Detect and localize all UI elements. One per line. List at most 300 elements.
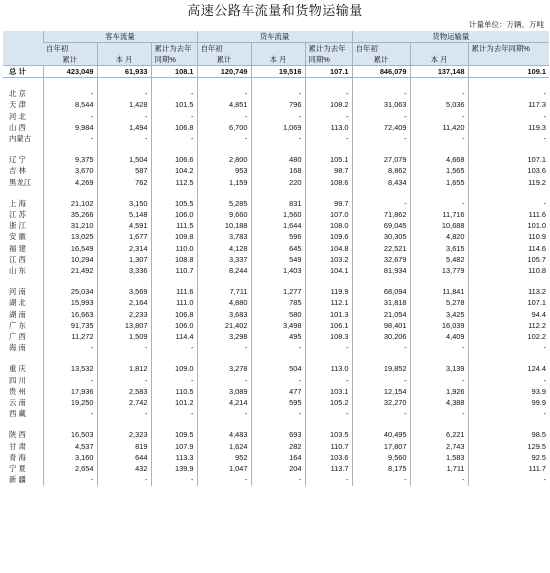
spacer-cell	[197, 78, 251, 89]
table-cell: 103.2	[305, 254, 352, 265]
table-cell: 110.7	[305, 441, 352, 452]
table-cell: 5,036	[410, 99, 468, 110]
region-label: 新 疆	[9, 475, 26, 485]
table-row	[3, 88, 549, 99]
total-cell: 120,749	[197, 66, 251, 78]
table-cell: 204	[251, 463, 305, 474]
table-cell: 645	[251, 243, 305, 254]
table-cell: 71,862	[352, 209, 410, 220]
table-cell: 105.7	[468, 254, 549, 265]
table-cell: -	[468, 111, 549, 122]
table-cell: 1,644	[251, 220, 305, 231]
table-cell: -	[197, 133, 251, 144]
ytd-header-top: 自年初	[197, 43, 251, 55]
table-cell: 104.1	[305, 265, 352, 276]
table-cell: 110.8	[468, 265, 549, 276]
table-cell: 3,498	[251, 320, 305, 331]
region-label: 重 庆	[9, 364, 26, 374]
table-cell: 68,094	[352, 286, 410, 297]
table-row	[3, 452, 549, 463]
total-cell: 61,933	[97, 66, 151, 78]
table-cell: -	[305, 133, 352, 144]
total-cell: 109.1	[468, 66, 549, 78]
spacer-cell	[410, 276, 468, 286]
table-row	[3, 231, 549, 242]
table-cell: 2,314	[97, 243, 151, 254]
spacer-cell	[352, 78, 410, 89]
region-label: 天 津	[9, 100, 26, 110]
table-cell: 16,663	[43, 309, 97, 320]
table-cell: 2,742	[97, 397, 151, 408]
table-cell: 107.9	[151, 441, 197, 452]
spacer-cell	[197, 188, 251, 198]
table-cell: 111.5	[151, 220, 197, 231]
table-cell: 106.0	[151, 209, 197, 220]
table-cell: -	[305, 408, 352, 419]
yoy-header: 累计为去年同期%	[468, 43, 549, 66]
spacer-cell	[197, 353, 251, 363]
table-cell: 101.3	[305, 309, 352, 320]
table-cell: 21,492	[43, 265, 97, 276]
table-cell: -	[97, 111, 151, 122]
table-cell: 282	[251, 441, 305, 452]
table-cell: -	[197, 408, 251, 419]
table-cell: 8,434	[352, 177, 410, 188]
table-cell: 4,668	[410, 154, 468, 165]
region-label: 广 西	[9, 332, 26, 342]
table-cell: 31,210	[43, 220, 97, 231]
ytd-header-top: 自年初	[43, 43, 97, 55]
region-label: 河 北	[9, 111, 26, 121]
table-cell: 119.9	[305, 286, 352, 297]
table-cell: -	[468, 133, 549, 144]
table-cell: 22,521	[352, 243, 410, 254]
table-cell: 2,743	[410, 441, 468, 452]
table-cell: -	[43, 474, 97, 485]
table-cell: 110.9	[468, 231, 549, 242]
table-cell: -	[43, 408, 97, 419]
spacer-cell	[151, 144, 197, 154]
spacer-cell	[3, 276, 43, 286]
table-cell: 119.2	[468, 177, 549, 188]
table-cell: -	[43, 88, 97, 99]
table-cell: 105.2	[305, 397, 352, 408]
table-cell: 27,079	[352, 154, 410, 165]
table-cell: 92.5	[468, 452, 549, 463]
table-cell: -	[352, 375, 410, 386]
month-header: 本 月	[97, 54, 151, 66]
table-cell: 113.2	[468, 286, 549, 297]
region-label: 西 藏	[9, 409, 26, 419]
table-cell: 101.2	[151, 397, 197, 408]
spacer-cell	[97, 78, 151, 89]
table-cell: 9,560	[352, 452, 410, 463]
table-cell: 17,936	[43, 386, 97, 397]
table-cell: 108.6	[305, 177, 352, 188]
spacer-cell	[352, 353, 410, 363]
spacer-cell	[305, 78, 352, 89]
table-cell: 796	[251, 99, 305, 110]
table-cell: 1,047	[197, 463, 251, 474]
spacer-cell	[3, 353, 43, 363]
table-cell: -	[197, 342, 251, 353]
table-cell: 110.5	[151, 386, 197, 397]
table-cell: 94.4	[468, 309, 549, 320]
table-cell: 3,683	[197, 309, 251, 320]
table-cell: 103.1	[305, 386, 352, 397]
table-cell: 15,993	[43, 297, 97, 308]
region-label: 云 南	[9, 398, 26, 408]
table-cell: 113.0	[305, 122, 352, 133]
group-spacer	[3, 419, 549, 429]
table-cell: -	[410, 88, 468, 99]
table-cell: 1,494	[97, 122, 151, 133]
table-cell: -	[410, 133, 468, 144]
table-cell: 101.5	[151, 99, 197, 110]
table-cell: 112.5	[151, 177, 197, 188]
table-cell: -	[97, 375, 151, 386]
region-label: 辽 宁	[9, 155, 26, 165]
table-cell: 106.8	[151, 309, 197, 320]
truck-header: 货车流量	[197, 31, 352, 43]
spacer-cell	[3, 188, 43, 198]
table-cell: 164	[251, 452, 305, 463]
group-spacer	[3, 276, 549, 286]
freight-header: 货物运输量	[352, 31, 549, 43]
spacer-cell	[151, 353, 197, 363]
table-cell: 762	[97, 177, 151, 188]
table-cell: 4,214	[197, 397, 251, 408]
spacer-cell	[305, 144, 352, 154]
month-header: 本 月	[410, 54, 468, 66]
spacer-cell	[468, 353, 549, 363]
table-cell: 4,483	[197, 429, 251, 440]
table-cell: 1,711	[410, 463, 468, 474]
spacer-cell	[305, 188, 352, 198]
total-cell: 107.1	[305, 66, 352, 78]
table-cell: 113.0	[305, 363, 352, 374]
region-label: 广 东	[9, 320, 26, 330]
table-cell: 3,278	[197, 363, 251, 374]
spacer-cell	[468, 78, 549, 89]
table-cell: 108.2	[305, 99, 352, 110]
table-cell: 11,420	[410, 122, 468, 133]
table-cell: -	[305, 342, 352, 353]
table-row	[3, 198, 549, 209]
table-cell: 13,532	[43, 363, 97, 374]
table-cell: 1,812	[97, 363, 151, 374]
table-cell: 113.7	[305, 463, 352, 474]
spacer-cell	[352, 276, 410, 286]
total-cell: 19,516	[251, 66, 305, 78]
table-cell: 1,307	[97, 254, 151, 265]
group-spacer	[3, 188, 549, 198]
table-cell: 101.0	[468, 220, 549, 231]
spacer-cell	[197, 419, 251, 429]
table-row	[3, 133, 549, 144]
table-cell: 10,188	[197, 220, 251, 231]
table-cell: -	[151, 88, 197, 99]
table-cell: -	[468, 88, 549, 99]
spacer-cell	[251, 353, 305, 363]
table-cell: 98,401	[352, 320, 410, 331]
table-cell: 109.5	[151, 429, 197, 440]
group-spacer	[3, 353, 549, 363]
table-cell: 3,150	[97, 198, 151, 209]
spacer-cell	[251, 276, 305, 286]
table-row	[3, 309, 549, 320]
table-cell: 19,250	[43, 397, 97, 408]
table-cell: 3,425	[410, 309, 468, 320]
region-label: 江 苏	[9, 210, 26, 220]
spacer-cell	[410, 419, 468, 429]
spacer-cell	[410, 78, 468, 89]
table-cell: 13,025	[43, 231, 97, 242]
table-cell: 480	[251, 154, 305, 165]
table-cell: 4,269	[43, 177, 97, 188]
region-label: 黑龙江	[9, 177, 32, 187]
table-cell: -	[468, 375, 549, 386]
spacer-cell	[3, 419, 43, 429]
spacer-cell	[197, 144, 251, 154]
region-label: 吉 林	[9, 166, 26, 176]
table-cell: 4,388	[410, 397, 468, 408]
table-cell: 1,069	[251, 122, 305, 133]
table-cell: 6,700	[197, 122, 251, 133]
table-cell: -	[43, 375, 97, 386]
table-cell: 477	[251, 386, 305, 397]
table-cell: 19,852	[352, 363, 410, 374]
table-cell: 103.5	[305, 429, 352, 440]
table-cell: -	[305, 375, 352, 386]
table-cell: 106.0	[151, 320, 197, 331]
table-cell: 102.2	[468, 331, 549, 342]
table-cell: 220	[251, 177, 305, 188]
table-cell: 11,272	[43, 331, 97, 342]
spacer-cell	[305, 276, 352, 286]
table-header	[3, 31, 549, 66]
table-row	[3, 363, 549, 374]
total-cell: 108.1	[151, 66, 197, 78]
page-title: 高速公路车流量和货物运输量	[187, 4, 363, 19]
table-cell: 124.4	[468, 363, 549, 374]
table-cell: -	[151, 375, 197, 386]
table-cell: -	[251, 133, 305, 144]
region-label: 宁 夏	[9, 464, 26, 474]
table-cell: -	[197, 111, 251, 122]
table-body	[3, 66, 549, 486]
table-cell: 587	[97, 165, 151, 176]
region-label: 海 南	[9, 343, 26, 353]
table-cell: 6,221	[410, 429, 468, 440]
table-row	[3, 165, 549, 176]
table-cell: 4,851	[197, 99, 251, 110]
table-cell: 98.5	[468, 429, 549, 440]
table-cell: 11,716	[410, 209, 468, 220]
table-cell: 108.3	[305, 331, 352, 342]
table-cell: 1,677	[97, 231, 151, 242]
table-row	[3, 243, 549, 254]
table-cell: 644	[97, 452, 151, 463]
table-cell: 785	[251, 297, 305, 308]
region-label: 四 川	[9, 375, 26, 385]
table-row	[3, 429, 549, 440]
table-cell: 2,323	[97, 429, 151, 440]
region-label: 福 建	[9, 243, 26, 253]
table-cell: 105.5	[151, 198, 197, 209]
table-cell: 111.6	[151, 286, 197, 297]
spacer-cell	[352, 188, 410, 198]
ytd-header-bottom: 累计	[43, 54, 97, 66]
table-cell: -	[352, 88, 410, 99]
table-cell: 11,841	[410, 286, 468, 297]
table-cell: 98.7	[305, 165, 352, 176]
table-cell: 4,591	[97, 220, 151, 231]
table-cell: 103.6	[305, 452, 352, 463]
table-row	[3, 254, 549, 265]
table-cell: 9,984	[43, 122, 97, 133]
table-cell: 1,509	[97, 331, 151, 342]
table-cell: 12,154	[352, 386, 410, 397]
table-cell: -	[97, 88, 151, 99]
table-cell: 8,175	[352, 463, 410, 474]
table-cell: -	[468, 342, 549, 353]
table-cell: 99.7	[305, 198, 352, 209]
region-label: 陕 西	[9, 430, 26, 440]
table-cell: 7,711	[197, 286, 251, 297]
table-cell: 40,495	[352, 429, 410, 440]
table-cell: 831	[251, 198, 305, 209]
table-cell: -	[251, 474, 305, 485]
region-label: 内蒙古	[9, 134, 32, 144]
table-cell: 30,305	[352, 231, 410, 242]
table-row	[3, 474, 549, 485]
spacer-cell	[43, 276, 97, 286]
table-cell: 595	[251, 397, 305, 408]
month-header: 本 月	[251, 54, 305, 66]
table-cell: 1,159	[197, 177, 251, 188]
table-cell: -	[352, 133, 410, 144]
table-cell: 30,206	[352, 331, 410, 342]
table-row	[3, 297, 549, 308]
spacer-cell	[305, 419, 352, 429]
table-row	[3, 320, 549, 331]
table-cell: 168	[251, 165, 305, 176]
table-cell: 5,148	[97, 209, 151, 220]
spacer-cell	[3, 144, 43, 154]
table-cell: -	[97, 474, 151, 485]
table-cell: -	[151, 474, 197, 485]
table-cell: 109.8	[151, 231, 197, 242]
table-cell: 111.7	[468, 463, 549, 474]
table-cell: 4,880	[197, 297, 251, 308]
region-label: 上 海	[9, 198, 26, 208]
table-cell: 1,655	[410, 177, 468, 188]
table-cell: -	[151, 342, 197, 353]
table-cell: 114.6	[468, 243, 549, 254]
table-row	[3, 397, 549, 408]
ytd-header-top: 自年初	[352, 43, 410, 55]
table-cell: 32,679	[352, 254, 410, 265]
table-cell: -	[43, 133, 97, 144]
unit-note: 计量单位：万辆、万吨	[469, 20, 544, 29]
table-cell: 4,820	[410, 231, 468, 242]
table-cell: -	[352, 342, 410, 353]
table-cell: -	[197, 88, 251, 99]
table-cell: 2,164	[97, 297, 151, 308]
total-cell: 423,049	[43, 66, 97, 78]
table-cell: 21,054	[352, 309, 410, 320]
table-row	[3, 463, 549, 474]
table-cell: 3,089	[197, 386, 251, 397]
table-cell: -	[410, 408, 468, 419]
table-cell: 106.8	[151, 122, 197, 133]
spacer-cell	[352, 419, 410, 429]
spacer-cell	[97, 188, 151, 198]
table-cell: -	[251, 88, 305, 99]
table-cell: 8,544	[43, 99, 97, 110]
region-label: 浙 江	[9, 221, 26, 231]
table-cell: 16,039	[410, 320, 468, 331]
table-cell: 549	[251, 254, 305, 265]
table-cell: 139.9	[151, 463, 197, 474]
region-label: 北 京	[9, 89, 26, 99]
table-cell: -	[410, 375, 468, 386]
spacer-cell	[468, 144, 549, 154]
table-cell: -	[97, 408, 151, 419]
table-cell: 72,409	[352, 122, 410, 133]
table-cell: 3,670	[43, 165, 97, 176]
table-cell: 17,807	[352, 441, 410, 452]
table-cell: -	[468, 474, 549, 485]
spacer-cell	[97, 353, 151, 363]
table-cell: -	[151, 133, 197, 144]
table-cell: 952	[197, 452, 251, 463]
total-cell: 137,148	[410, 66, 468, 78]
table-cell: 110.7	[151, 265, 197, 276]
spacer-cell	[151, 276, 197, 286]
table-cell: -	[251, 342, 305, 353]
table-cell: -	[197, 375, 251, 386]
table-cell: 106.1	[305, 320, 352, 331]
spacer-cell	[197, 276, 251, 286]
table-row	[3, 122, 549, 133]
table-cell: 114.4	[151, 331, 197, 342]
spacer-cell	[97, 144, 151, 154]
spacer-cell	[43, 419, 97, 429]
region-label: 青 海	[9, 452, 26, 462]
region-label: 湖 南	[9, 309, 26, 319]
spacer-cell	[43, 144, 97, 154]
table-cell: 819	[97, 441, 151, 452]
spacer-cell	[468, 276, 549, 286]
table-cell: 3,336	[97, 265, 151, 276]
table-row	[3, 342, 549, 353]
table-cell: 1,583	[410, 452, 468, 463]
table-cell: 4,537	[43, 441, 97, 452]
table-cell: 21,402	[197, 320, 251, 331]
table-cell: 4,409	[410, 331, 468, 342]
table-cell: 112.2	[468, 320, 549, 331]
table-cell: 110.0	[151, 243, 197, 254]
table-cell: 495	[251, 331, 305, 342]
table-cell: 8,244	[197, 265, 251, 276]
table-row	[3, 209, 549, 220]
table-cell: 91,735	[43, 320, 97, 331]
table-cell: 580	[251, 309, 305, 320]
spacer-cell	[3, 78, 43, 89]
table-cell: 31,818	[352, 297, 410, 308]
